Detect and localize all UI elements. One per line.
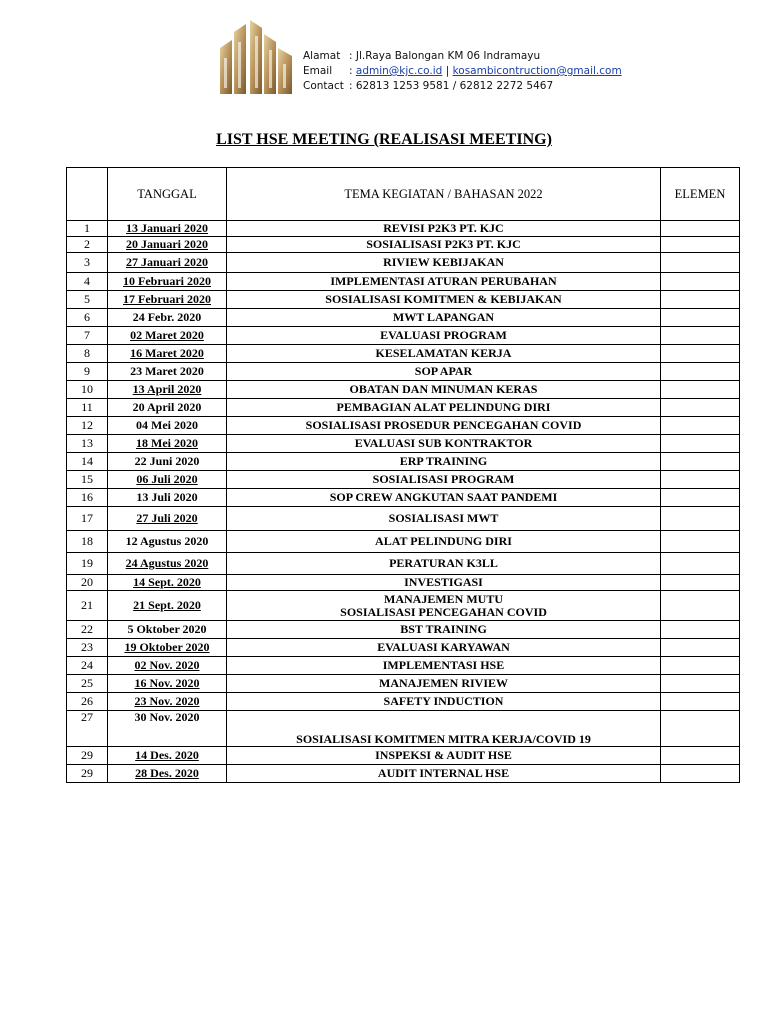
row-topic-text: SOSIALISASI KOMITMEN MITRA KERJA/COVID 19 <box>296 732 591 746</box>
table-row <box>67 309 740 327</box>
table-row <box>67 399 740 417</box>
table-row <box>67 381 740 399</box>
table-row <box>67 575 740 591</box>
row-topic <box>227 657 661 675</box>
row-date <box>108 471 227 489</box>
row-topic-text: IMPLEMENTASI ATURAN PERUBAHAN <box>330 274 557 288</box>
email-link-1[interactable]: admin@kjc.co.id <box>355 65 443 77</box>
row-element <box>661 657 740 675</box>
row-topic-text: MWT LAPANGAN <box>392 310 495 324</box>
row-number: 4 <box>67 273 108 291</box>
table-row <box>67 711 740 747</box>
row-topic-text: KESELAMATAN KERJA <box>375 346 512 360</box>
row-element <box>661 489 740 507</box>
row-date <box>108 489 227 507</box>
row-topic <box>227 453 661 471</box>
table-row <box>67 221 740 237</box>
row-topic-text: RIVIEW KEBIJAKAN <box>383 255 504 269</box>
row-date-text: 30 Nov. 2020 <box>134 710 200 724</box>
row-number: 11 <box>67 399 108 417</box>
table-row <box>67 273 740 291</box>
header-tema: TEMA KEGIATAN / BAHASAN 2022 <box>227 168 661 221</box>
row-topic <box>227 435 661 453</box>
row-element <box>661 309 740 327</box>
row-date-text: 12 Agustus 2020 <box>125 534 209 548</box>
row-topic-text: PEMBAGIAN ALAT PELINDUNG DIRI <box>336 400 551 414</box>
table-row <box>67 507 740 531</box>
row-date <box>108 693 227 711</box>
row-topic <box>227 237 661 253</box>
row-number: 29 <box>67 765 108 783</box>
row-element <box>661 471 740 489</box>
row-topic-text: INVESTIGASI <box>404 575 483 589</box>
row-date-text: 14 Des. 2020 <box>135 748 199 762</box>
row-number: 3 <box>67 253 108 273</box>
row-number: 17 <box>67 507 108 531</box>
row-topic <box>227 693 661 711</box>
row-number: 25 <box>67 675 108 693</box>
letterhead <box>216 18 736 98</box>
row-date-text: 27 Januari 2020 <box>125 255 208 269</box>
table-row <box>67 237 740 253</box>
row-element <box>661 399 740 417</box>
table-row <box>67 291 740 309</box>
row-number: 26 <box>67 693 108 711</box>
row-topic <box>227 417 661 435</box>
row-number: 19 <box>67 553 108 575</box>
row-element <box>661 221 740 237</box>
row-topic-text: MANAJEMEN RIVIEW <box>379 676 508 690</box>
row-date-text: 06 Juli 2020 <box>136 472 198 486</box>
row-date <box>108 453 227 471</box>
row-date-text: 16 Maret 2020 <box>130 346 204 360</box>
row-topic-text: INSPEKSI & AUDIT HSE <box>375 748 512 762</box>
row-date-text: 10 Februari 2020 <box>123 274 211 288</box>
row-element <box>661 639 740 657</box>
row-element <box>661 621 740 639</box>
row-date <box>108 747 227 765</box>
row-date <box>108 435 227 453</box>
row-number: 15 <box>67 471 108 489</box>
row-number: 21 <box>67 591 108 621</box>
table-row <box>67 531 740 553</box>
address-label: Alamat <box>303 50 341 62</box>
row-topic-text: SOSIALISASI PROSEDUR PENCEGAHAN COVID <box>305 418 582 432</box>
row-number: 23 <box>67 639 108 657</box>
table-row <box>67 693 740 711</box>
row-element <box>661 693 740 711</box>
row-date <box>108 327 227 345</box>
row-topic-text: EVALUASI PROGRAM <box>380 328 507 342</box>
row-date <box>108 765 227 783</box>
row-topic-text: BST TRAINING <box>400 622 487 636</box>
contact-block <box>303 49 622 94</box>
row-element <box>661 765 740 783</box>
row-date <box>108 531 227 553</box>
row-number: 8 <box>67 345 108 363</box>
table-header-row <box>67 168 740 221</box>
row-date-text: 23 Nov. 2020 <box>134 694 200 708</box>
row-number: 24 <box>67 657 108 675</box>
email-label: Email <box>303 65 333 77</box>
email-divider: | <box>445 65 450 77</box>
row-topic-text: ERP TRAINING <box>399 454 488 468</box>
row-number: 18 <box>67 531 108 553</box>
row-date-text: 20 Januari 2020 <box>125 237 208 251</box>
row-topic-text: SOSIALISASI P2K3 PT. KJC <box>366 237 521 251</box>
row-topic-text: SOSIALISASI KOMITMEN & KEBIJAKAN <box>325 292 562 306</box>
hse-meeting-table <box>66 167 740 783</box>
row-number: 13 <box>67 435 108 453</box>
row-topic-text: REVISI P2K3 PT. KJC <box>383 221 504 235</box>
row-date <box>108 675 227 693</box>
table-row <box>67 553 740 575</box>
table-row <box>67 489 740 507</box>
row-topic-text: EVALUASI SUB KONTRAKTOR <box>354 436 533 450</box>
contact-label: Contact <box>303 80 344 92</box>
table-row <box>67 675 740 693</box>
row-topic <box>227 489 661 507</box>
row-date-text: 17 Februari 2020 <box>123 292 211 306</box>
row-number: 1 <box>67 221 108 237</box>
row-date-text: 16 Nov. 2020 <box>134 676 200 690</box>
row-element <box>661 531 740 553</box>
row-date-text: 27 Juli 2020 <box>136 511 198 525</box>
table-row <box>67 657 740 675</box>
row-date <box>108 253 227 273</box>
row-number: 27 <box>67 711 108 747</box>
table-row <box>67 471 740 489</box>
table-row <box>67 327 740 345</box>
table-row <box>67 591 740 621</box>
row-number: 5 <box>67 291 108 309</box>
row-element <box>661 575 740 591</box>
row-topic <box>227 639 661 657</box>
header-no <box>67 168 108 221</box>
row-date <box>108 417 227 435</box>
row-date-text: 18 Mei 2020 <box>136 436 198 450</box>
row-date-text: 23 Maret 2020 <box>130 364 204 378</box>
building-logo-icon <box>216 18 296 96</box>
row-topic <box>227 507 661 531</box>
row-topic <box>227 621 661 639</box>
row-topic <box>227 675 661 693</box>
row-topic <box>227 273 661 291</box>
row-date-text: 02 Nov. 2020 <box>134 658 200 672</box>
contact-value: : 62813 1253 9581 / 62812 2272 5467 <box>349 80 554 92</box>
row-date <box>108 381 227 399</box>
row-date <box>108 399 227 417</box>
table-row <box>67 345 740 363</box>
row-topic <box>227 345 661 363</box>
table-row <box>67 453 740 471</box>
row-element <box>661 345 740 363</box>
row-date-text: 5 Oktober 2020 <box>127 622 207 636</box>
table-row <box>67 639 740 657</box>
contact-row <box>303 79 622 94</box>
table-row <box>67 253 740 273</box>
row-date <box>108 711 227 747</box>
row-topic-text: AUDIT INTERNAL HSE <box>377 766 510 780</box>
row-topic <box>227 575 661 591</box>
row-topic <box>227 553 661 575</box>
row-number: 7 <box>67 327 108 345</box>
row-element <box>661 417 740 435</box>
row-element <box>661 747 740 765</box>
row-date <box>108 507 227 531</box>
row-number: 10 <box>67 381 108 399</box>
address-value: : Jl.Raya Balongan KM 06 Indramayu <box>349 50 541 62</box>
row-topic <box>227 399 661 417</box>
row-topic <box>227 327 661 345</box>
row-date <box>108 237 227 253</box>
row-topic <box>227 221 661 237</box>
row-element <box>661 711 740 747</box>
row-element <box>661 363 740 381</box>
row-element <box>661 381 740 399</box>
row-number: 16 <box>67 489 108 507</box>
table-row <box>67 621 740 639</box>
row-date-text: 24 Agustus 2020 <box>125 556 209 570</box>
row-number: 6 <box>67 309 108 327</box>
row-date-text: 14 Sept. 2020 <box>133 575 201 589</box>
row-date <box>108 657 227 675</box>
row-number: 12 <box>67 417 108 435</box>
row-topic-text: SAFETY INDUCTION <box>383 694 504 708</box>
row-element <box>661 291 740 309</box>
table-row <box>67 417 740 435</box>
email-row <box>303 64 622 79</box>
row-element <box>661 327 740 345</box>
row-date <box>108 591 227 621</box>
row-topic <box>227 591 661 621</box>
header-tanggal: TANGGAL <box>108 168 227 221</box>
row-number: 2 <box>67 237 108 253</box>
email-link-2[interactable]: kosambicontruction@gmail.com <box>452 65 622 77</box>
row-element <box>661 591 740 621</box>
row-date-text: 02 Maret 2020 <box>130 328 204 342</box>
row-number: 14 <box>67 453 108 471</box>
email-separator: : <box>349 65 353 77</box>
row-date <box>108 575 227 591</box>
row-topic-text: MANAJEMEN MUTU <box>384 591 503 606</box>
row-topic <box>227 291 661 309</box>
row-topic-text: IMPLEMENTASI HSE <box>382 658 505 672</box>
row-topic <box>227 253 661 273</box>
row-element <box>661 253 740 273</box>
table-row <box>67 435 740 453</box>
row-number: 20 <box>67 575 108 591</box>
row-date <box>108 309 227 327</box>
row-date <box>108 553 227 575</box>
row-element <box>661 675 740 693</box>
row-topic-text: OBATAN DAN MINUMAN KERAS <box>349 382 538 396</box>
row-date <box>108 363 227 381</box>
row-topic <box>227 471 661 489</box>
row-date-text: 24 Febr. 2020 <box>132 310 202 324</box>
row-date-text: 13 Januari 2020 <box>125 221 208 235</box>
header-elemen: ELEMEN <box>661 168 740 221</box>
row-date-text: 22 Juni 2020 <box>134 454 200 468</box>
page-title: LIST HSE MEETING (REALISASI MEETING) <box>216 131 552 148</box>
row-element <box>661 237 740 253</box>
row-topic <box>227 747 661 765</box>
row-date <box>108 639 227 657</box>
row-number: 9 <box>67 363 108 381</box>
row-topic-text: ALAT PELINDUNG DIRI <box>375 534 512 548</box>
row-topic <box>227 381 661 399</box>
row-element <box>661 273 740 291</box>
row-topic-text: SOSIALISASI PROGRAM <box>372 472 515 486</box>
row-topic-text: SOP CREW ANGKUTAN SAAT PANDEMI <box>329 490 558 504</box>
row-topic-text: EVALUASI KARYAWAN <box>377 640 510 654</box>
row-date <box>108 621 227 639</box>
row-topic-text: PERATURAN K3LL <box>389 556 498 570</box>
row-date-text: 04 Mei 2020 <box>136 418 198 432</box>
row-element <box>661 435 740 453</box>
row-date <box>108 221 227 237</box>
table-row <box>67 363 740 381</box>
row-date-text: 20 April 2020 <box>132 400 202 414</box>
row-date <box>108 273 227 291</box>
row-topic-text: SOP APAR <box>414 364 473 378</box>
row-element <box>661 507 740 531</box>
row-date <box>108 345 227 363</box>
row-date-text: 21 Sept. 2020 <box>133 598 201 612</box>
row-number: 29 <box>67 747 108 765</box>
row-topic <box>227 363 661 381</box>
row-date <box>108 291 227 309</box>
row-element <box>661 453 740 471</box>
table-row <box>67 747 740 765</box>
row-date-text: 28 Des. 2020 <box>135 766 199 780</box>
address-row <box>303 49 622 64</box>
row-topic <box>227 531 661 553</box>
row-date-text: 13 Juli 2020 <box>136 490 198 504</box>
table-row <box>67 765 740 783</box>
row-topic-text: SOSIALISASI MWT <box>388 511 499 525</box>
table-body <box>67 221 740 783</box>
row-topic <box>227 711 661 747</box>
row-number: 22 <box>67 621 108 639</box>
row-date-text: 19 Oktober 2020 <box>124 640 210 654</box>
row-topic-text-2: SOSIALISASI PENCEGAHAN COVID <box>340 604 547 619</box>
row-element <box>661 553 740 575</box>
row-topic <box>227 765 661 783</box>
row-topic <box>227 309 661 327</box>
row-date-text: 13 April 2020 <box>132 382 202 396</box>
